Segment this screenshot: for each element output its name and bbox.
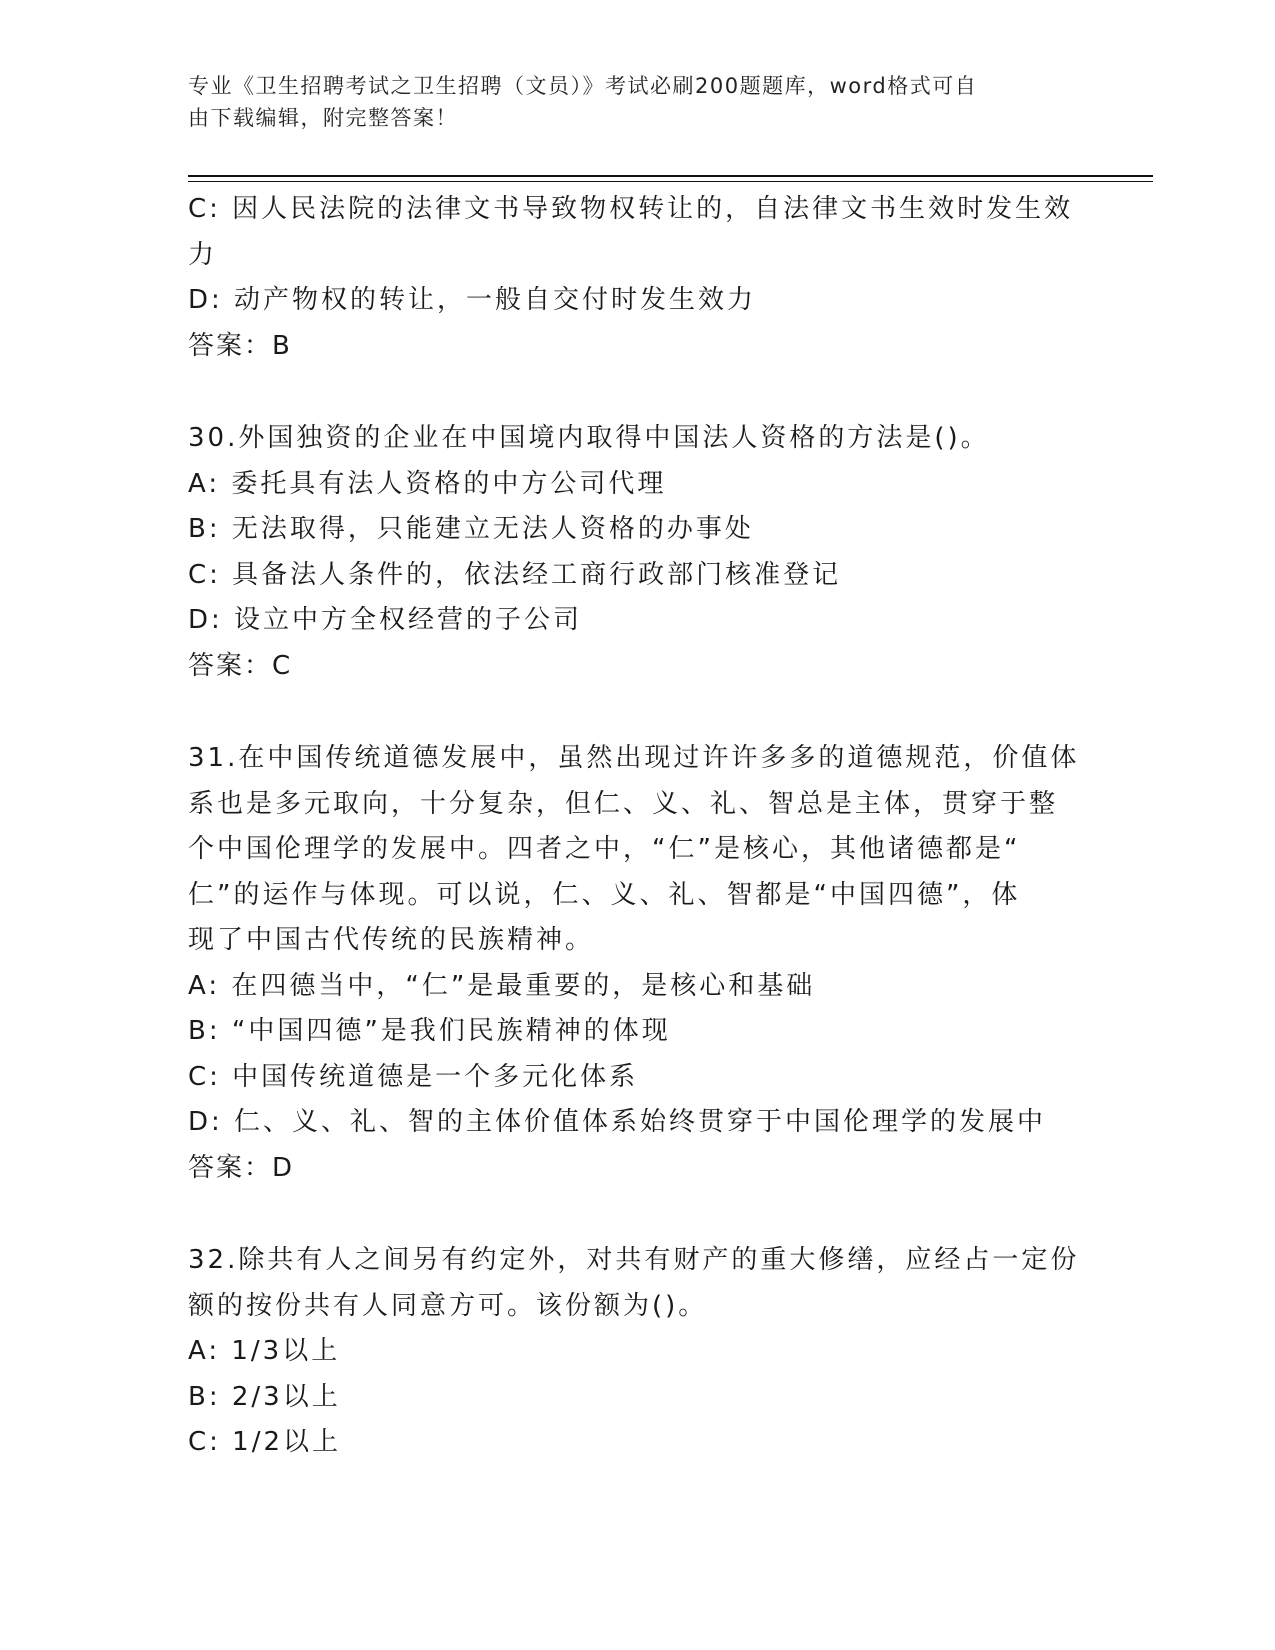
document-body xyxy=(188,187,1088,1466)
option-c: C: 中国传统道德是一个多元化体系 xyxy=(188,1061,639,1092)
question-stem: 30.外国独资的企业在中国境内取得中国法人资格的方法是()。 xyxy=(188,423,990,453)
question-stem-line-4: 仁”的运作与体现。可以说，仁、义、礼、智都是“中国四德”，体 xyxy=(188,879,1021,910)
option-a: A: 委托具有法人资格的中方公司代理 xyxy=(188,468,667,499)
header-line-2: 由下载编辑，附完整答案！ xyxy=(188,106,458,130)
question-stem-line-2: 系也是多元取向，十分复杂，但仁、义、礼、智总是主体，贯穿于整 xyxy=(188,788,1059,819)
question-30 xyxy=(188,416,1088,689)
option-b: B: 2/3以上 xyxy=(188,1381,341,1412)
option-b: B: “中国四德”是我们民族精神的体现 xyxy=(188,1016,671,1046)
option-c-line-1: C: 因人民法院的法律文书导致物权转让的，自法律文书生效时发生效 xyxy=(188,194,1074,224)
option-c: C: 1/2以上 xyxy=(188,1427,342,1457)
question-29-tail xyxy=(188,187,1088,369)
question-stem-line-1: 31.在中国传统道德发展中，虽然出现过许许多多的道德规范，价值体 xyxy=(188,743,1080,773)
option-b: B: 无法取得，只能建立无法人资格的办事处 xyxy=(188,514,754,544)
header-rule-thick xyxy=(188,175,1153,177)
option-d: D: 设立中方全权经营的子公司 xyxy=(188,605,583,635)
question-32 xyxy=(188,1238,1088,1466)
option-d: D: 动产物权的转让，一般自交付时发生效力 xyxy=(188,285,757,315)
option-d: D: 仁、义、礼、智的主体价值体系始终贯穿于中国伦理学的发展中 xyxy=(188,1107,1047,1137)
question-stem-line-5: 现了中国古代传统的民族精神。 xyxy=(188,925,595,955)
header-rule-thin xyxy=(188,181,1153,182)
question-31 xyxy=(188,736,1088,1191)
question-stem-line-2: 额的按份共有人同意方可。该份额为()。 xyxy=(188,1290,708,1321)
answer: 答案：C xyxy=(188,650,293,681)
option-c-line-2: 力 xyxy=(188,239,218,270)
answer: 答案：B xyxy=(188,330,292,361)
option-a: A: 在四德当中，“仁”是最重要的，是核心和基础 xyxy=(188,970,816,1001)
question-stem-line-1: 32.除共有人之间另有约定外，对共有财产的重大修缮，应经占一定份 xyxy=(188,1245,1080,1275)
answer: 答案：D xyxy=(188,1152,295,1183)
option-a: A: 1/3以上 xyxy=(188,1336,341,1366)
document-header xyxy=(188,70,1068,134)
option-c: C: 具备法人条件的，依法经工商行政部门核准登记 xyxy=(188,559,842,590)
question-stem-line-3: 个中国伦理学的发展中。四者之中，“仁”是核心，其他诸德都是“ xyxy=(188,834,1021,864)
header-line-1: 专业《卫生招聘考试之卫生招聘（文员）》考试必刷200题题库，word格式可自 xyxy=(188,74,978,98)
